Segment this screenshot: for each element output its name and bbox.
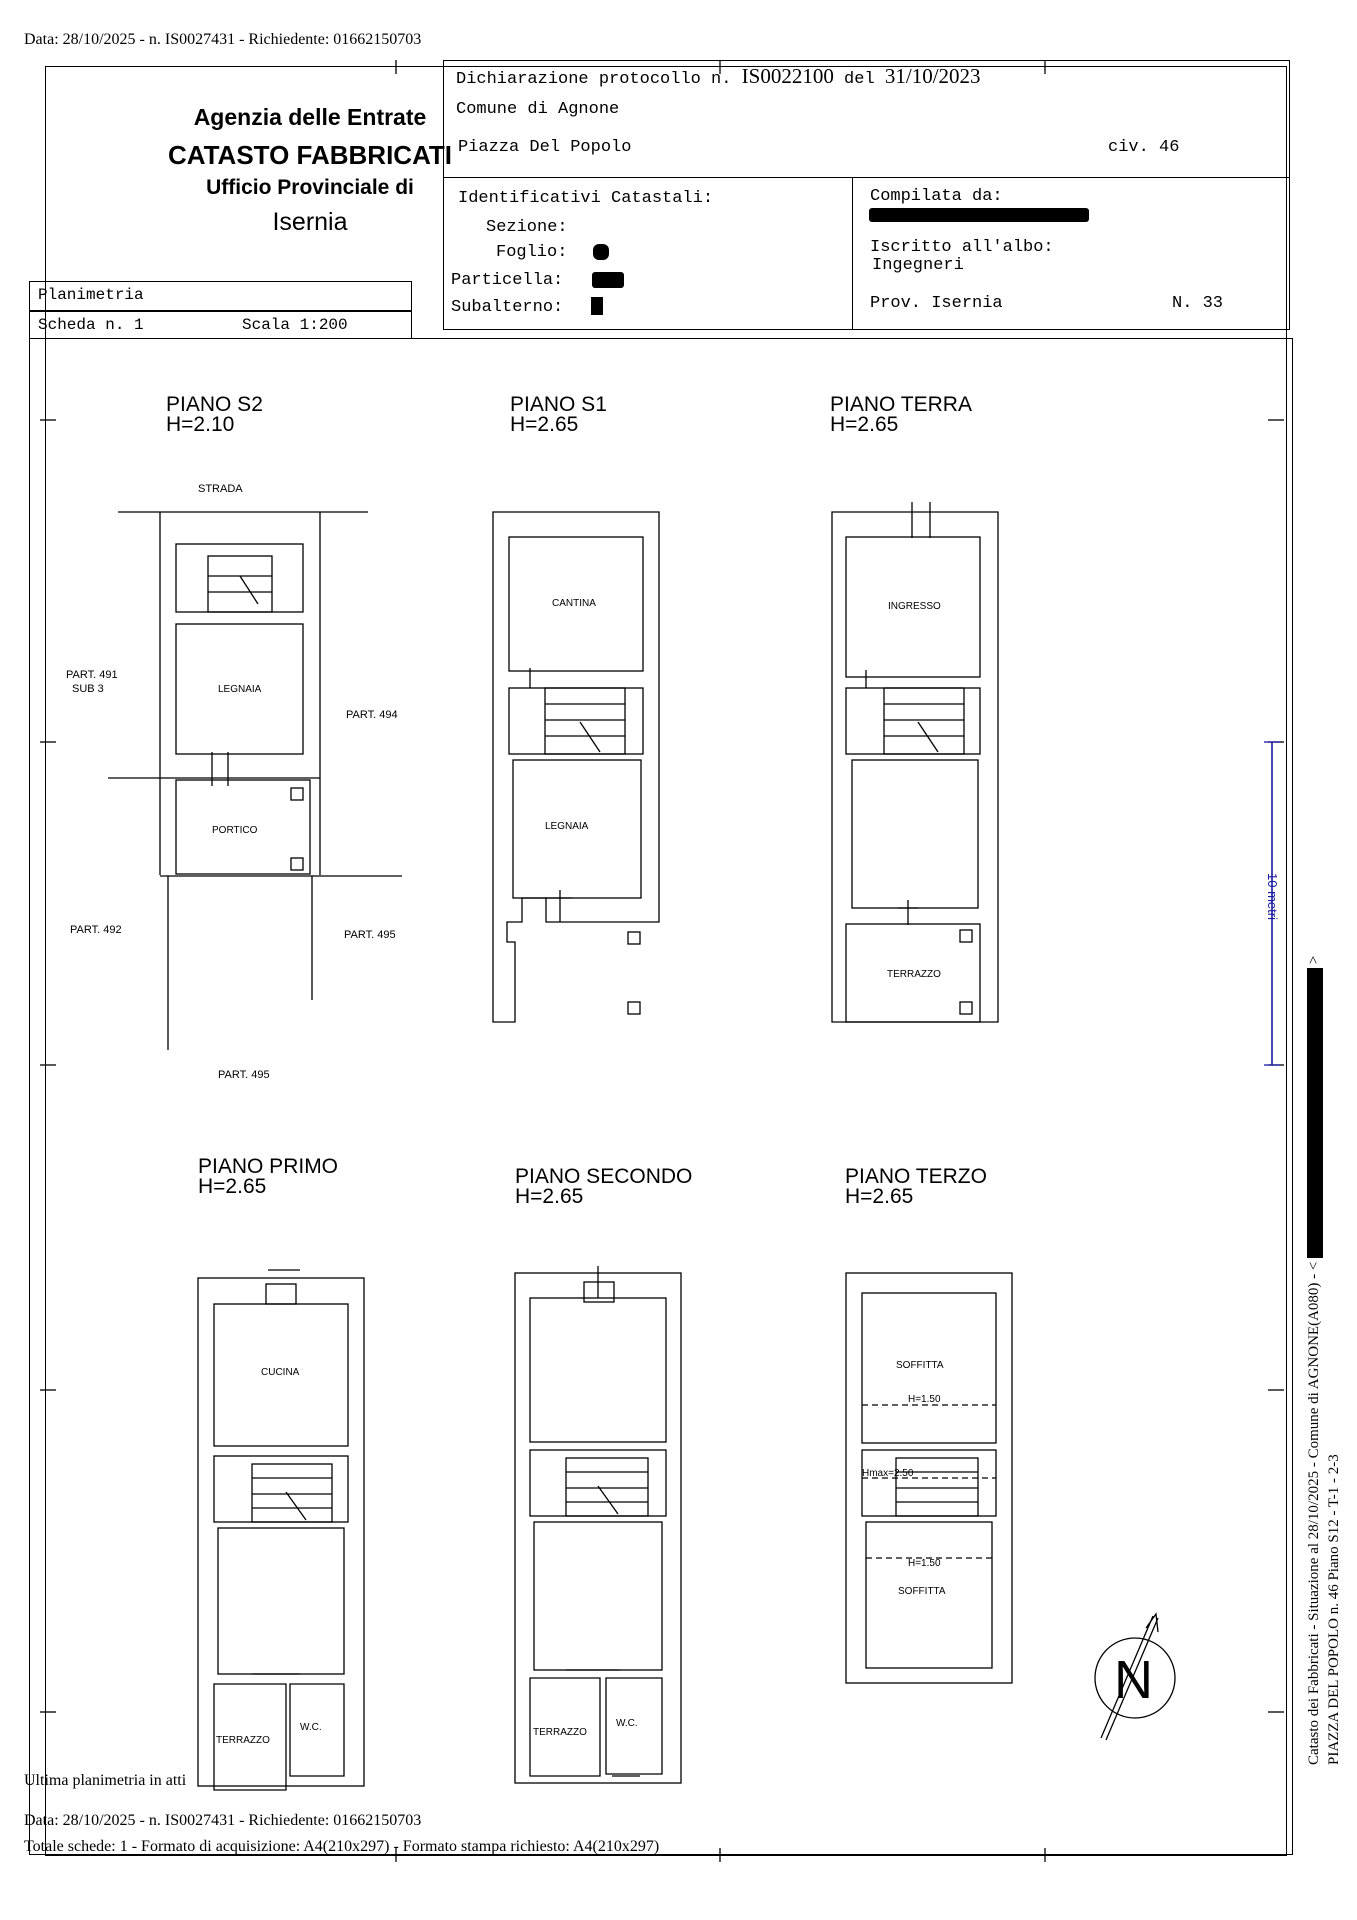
plan-s1 bbox=[493, 512, 659, 1022]
civic-number: civ. 46 bbox=[1108, 138, 1180, 157]
room-soffitta-top: SOFFITTA bbox=[896, 1360, 944, 1371]
floor-s1-title: PIANO S1 bbox=[510, 393, 607, 416]
floor-s2-title: PIANO S2 bbox=[166, 393, 263, 416]
room-cucina: CUCINA bbox=[261, 1367, 300, 1378]
registration-number: N. 33 bbox=[1172, 294, 1224, 313]
comune-line: Comune di Agnone bbox=[456, 100, 620, 119]
side-info-line2: PIAZZA DEL POPOLO n. 46 Piano S12 - T-1 - 2-3 bbox=[1326, 1454, 1342, 1765]
room-terrazzo-primo: TERRAZZO bbox=[216, 1735, 270, 1746]
room-cantina: CANTINA bbox=[552, 598, 596, 609]
room-terrazzo-secondo: TERRAZZO bbox=[533, 1727, 587, 1738]
floor-secondo-height: H=2.65 bbox=[515, 1185, 584, 1208]
albo-value: Ingegneri bbox=[872, 256, 964, 275]
floor-primo-height: H=2.65 bbox=[198, 1175, 267, 1198]
subalterno-label: Subalterno: bbox=[451, 298, 564, 317]
room-terrazzo-terra: TERRAZZO bbox=[887, 969, 941, 980]
plan-primo bbox=[198, 1270, 364, 1790]
side-info-line1 bbox=[1306, 956, 1323, 1765]
scale-bar-label: 10 metri bbox=[1265, 873, 1280, 920]
label-hmax: Hmax=2.50 bbox=[862, 1468, 914, 1479]
room-soffitta-bottom: SOFFITTA bbox=[898, 1586, 946, 1597]
sezione-label: Sezione: bbox=[486, 218, 568, 237]
floor-s1-height: H=2.65 bbox=[510, 413, 579, 436]
floor-primo-title: PIANO PRIMO bbox=[198, 1155, 339, 1178]
scheda-label: Scheda n. 1 bbox=[38, 316, 144, 334]
label-strada: STRADA bbox=[198, 483, 243, 495]
label-h150-top: H=1.50 bbox=[908, 1394, 941, 1405]
side-info-close: > bbox=[1306, 955, 1322, 965]
label-part494: PART. 494 bbox=[346, 709, 398, 721]
floor-terzo-height: H=2.65 bbox=[845, 1185, 914, 1208]
last-plan-note: Ultima planimetria in atti bbox=[24, 1772, 187, 1789]
label-sub3: SUB 3 bbox=[72, 683, 104, 695]
floor-terzo-title: PIANO TERZO bbox=[845, 1165, 987, 1188]
protocol-prefix: Dichiarazione protocollo n. bbox=[456, 70, 732, 89]
plan-s2 bbox=[108, 512, 402, 1050]
room-ingresso: INGRESSO bbox=[888, 601, 941, 612]
province-label: Prov. Isernia bbox=[870, 294, 1003, 313]
floor-terra-title: PIANO TERRA bbox=[830, 393, 972, 416]
room-wc-primo: W.C. bbox=[300, 1722, 322, 1733]
label-part495b: PART. 495 bbox=[218, 1069, 270, 1081]
footer-format-line: Totale schede: 1 - Formato di acquisizione: A4(210x297) - Formato stampa richiesto: A4(210x297) bbox=[24, 1838, 660, 1855]
side-info-text: Catasto dei Fabbricati - Situazione al 28/10/2025 - Comune di AGNONE(A080) - < bbox=[1306, 1261, 1322, 1765]
street-line: Piazza Del Popolo bbox=[458, 138, 632, 157]
ufficio-city: Isernia bbox=[272, 208, 348, 236]
label-h150-bottom: H=1.50 bbox=[908, 1558, 941, 1569]
north-letter: N bbox=[1114, 1650, 1153, 1710]
room-legnaia-s1: LEGNAIA bbox=[545, 821, 589, 832]
identifiers-title: Identificativi Catastali: bbox=[458, 189, 714, 208]
redacted-side-owner bbox=[1307, 968, 1323, 1258]
plan-secondo bbox=[515, 1266, 681, 1783]
foglio-label: Foglio: bbox=[496, 243, 568, 262]
label-part492: PART. 492 bbox=[70, 924, 122, 936]
floor-s2-height: H=2.10 bbox=[166, 413, 235, 436]
room-portico: PORTICO bbox=[212, 825, 258, 836]
agency-name: Agenzia delle Entrate bbox=[193, 104, 427, 130]
plan-title: Planimetria bbox=[38, 286, 144, 304]
ufficio-label: Ufficio Provinciale di bbox=[206, 176, 414, 199]
protocol-date: 31/10/2023 bbox=[884, 64, 981, 88]
protocol-del: del bbox=[844, 70, 875, 89]
catasto-title: CATASTO FABBRICATI bbox=[167, 140, 453, 170]
room-wc-secondo: W.C. bbox=[616, 1718, 638, 1729]
plan-terra bbox=[832, 502, 998, 1022]
scala-label: Scala 1:200 bbox=[242, 316, 348, 334]
compilata-label: Compilata da: bbox=[870, 187, 1003, 206]
protocol-number: IS0022100 bbox=[741, 64, 834, 88]
top-request-line: Data: 28/10/2025 - n. IS0027431 - Richiedente: 01662150703 bbox=[24, 31, 422, 48]
iscritto-label: Iscritto all'albo: bbox=[870, 238, 1054, 257]
footer-request-line: Data: 28/10/2025 - n. IS0027431 - Richiedente: 01662150703 bbox=[24, 1812, 422, 1829]
particella-label: Particella: bbox=[451, 271, 564, 290]
floor-terra-height: H=2.65 bbox=[830, 413, 899, 436]
label-part491: PART. 491 bbox=[66, 669, 118, 681]
label-part495a: PART. 495 bbox=[344, 929, 396, 941]
room-legnaia: LEGNAIA bbox=[218, 684, 262, 695]
floor-secondo-title: PIANO SECONDO bbox=[515, 1165, 693, 1188]
